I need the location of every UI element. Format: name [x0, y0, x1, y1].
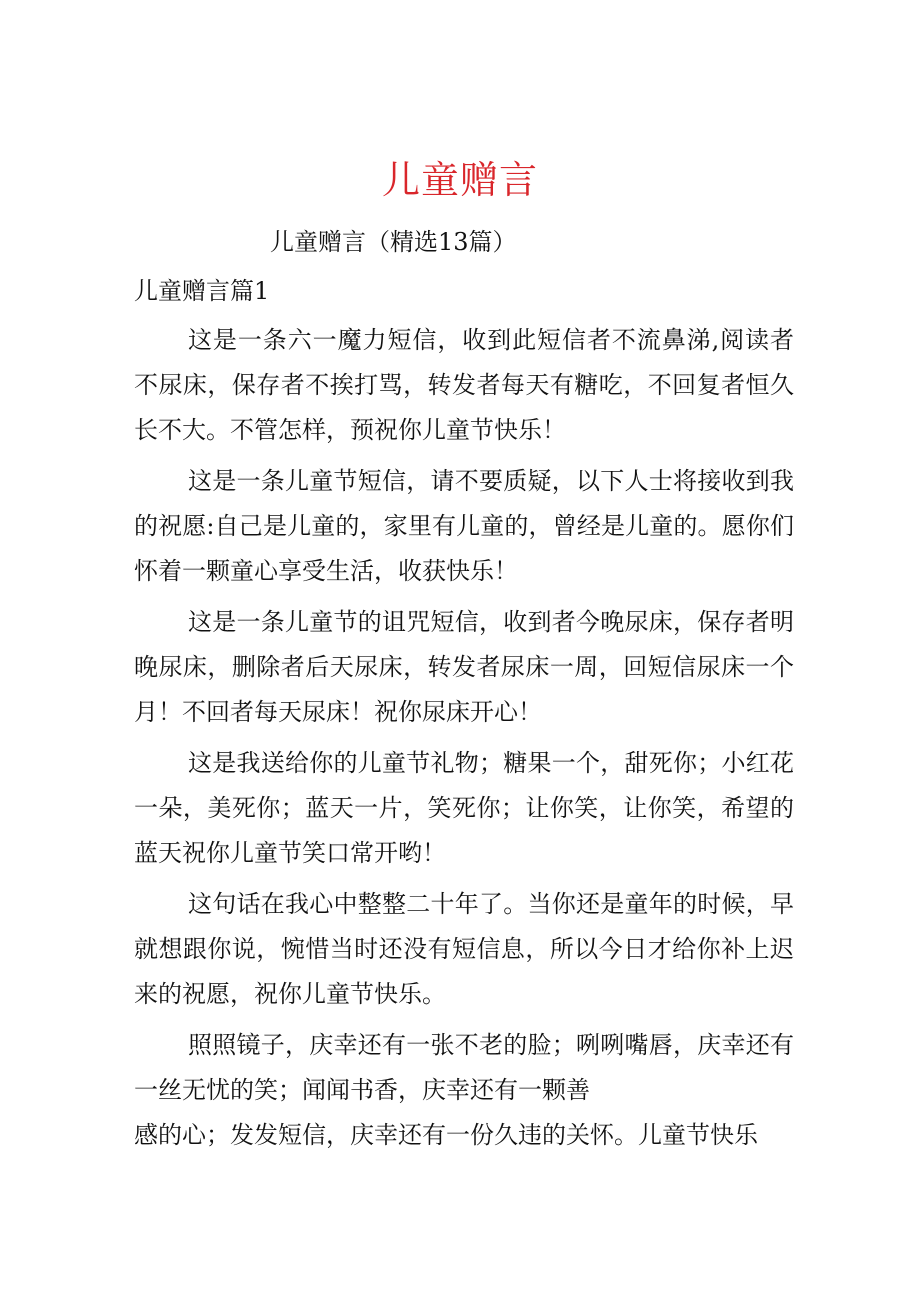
paragraph: 照照镜子，庆幸还有一张不老的脸；咧咧嘴唇，庆幸还有一丝无忧的笑；闻闻书香，庆幸还有一颗善 — [134, 1031, 794, 1104]
paragraph: 这句话在我心中整整二十年了。当你还是童年的时候，早就想跟你说，惋惜当时还没有短信息，所以今日才给你补上迟来的祝愿，祝你儿童节快乐。 — [134, 890, 794, 1008]
document-subtitle: 儿童赠言（精选13篇） — [270, 228, 517, 256]
paragraph: 这是一条儿童节短信，请不要质疑，以下人士将接收到我的祝愿:自己是儿童的，家里有儿童的，曾经是儿童的。愿你们怀着一颗童心享受生活，收获快乐！ — [134, 467, 794, 585]
paragraph: 这是我送给你的儿童节礼物；糖果一个，甜死你；小红花一朵，美死你；蓝天一片，笑死你；让你笑，让你笑，希望的蓝天祝你儿童节笑口常开哟！ — [134, 749, 794, 867]
paragraph: 这是一条儿童节的诅咒短信，收到者今晚尿床，保存者明晚尿床，删除者后天尿床，转发者尿床一周，回短信尿床一个月！不回者每天尿床！祝你尿床开心！ — [134, 608, 794, 726]
paragraph-continuation: 感的心；发发短信，庆幸还有一份久违的关怀。儿童节快乐 — [134, 1121, 758, 1149]
section-heading: 儿童赠言篇1 — [134, 277, 270, 305]
body-text — [134, 318, 794, 1158]
paragraph: 这是一条六一魔力短信，收到此短信者不流鼻涕,阅读者不尿床，保存者不挨打骂，转发者每天有糖吃，不回复者恒久长不大。不管怎样，预祝你儿童节快乐！ — [134, 326, 794, 444]
document-title: 儿童赠言 — [381, 158, 538, 202]
